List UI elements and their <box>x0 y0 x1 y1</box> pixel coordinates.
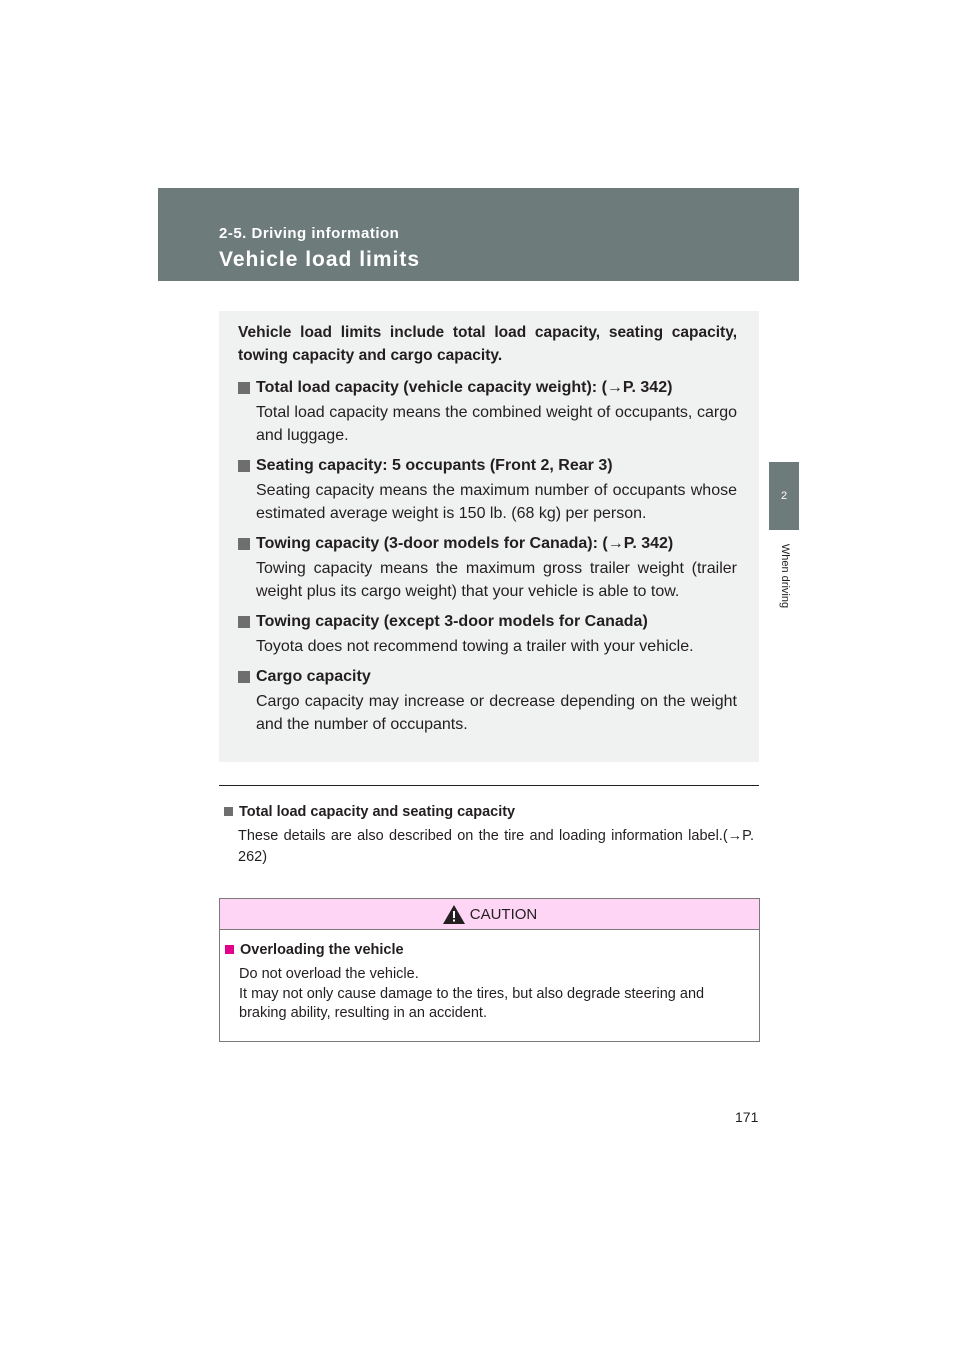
square-bullet-icon <box>238 460 250 472</box>
square-bullet-icon <box>238 616 250 628</box>
header-band <box>158 188 799 281</box>
page-number: 171 <box>735 1109 759 1125</box>
caution-item-heading: Overloading the vehicle <box>240 942 404 958</box>
caution-box <box>219 898 760 1042</box>
summary-item <box>238 611 737 658</box>
item-body: Towing capacity means the maximum gross trailer weight (trailer weight plus its cargo weight) that your vehicle is able to tow. <box>256 560 737 600</box>
note-section <box>224 802 754 868</box>
caution-header <box>220 899 759 930</box>
item-heading: Seating capacity: 5 occupants (Front 2, Rear 3) <box>256 457 613 474</box>
summary-item <box>238 533 737 603</box>
item-heading: Cargo capacity <box>256 668 371 685</box>
summary-item <box>238 666 737 736</box>
item-body: Cargo capacity may increase or decrease depending on the weight and the number of occupants. <box>256 693 737 733</box>
item-heading: Total load capacity (vehicle capacity weight): (→P. 342) <box>256 379 673 396</box>
square-bullet-icon <box>224 807 233 816</box>
caution-label: CAUTION <box>469 905 538 923</box>
summary-intro: Vehicle load limits include total load capacity, seating capacity, towing capacity and cargo capacity. <box>238 324 737 364</box>
item-body: Total load capacity means the combined weight of occupants, cargo and luggage. <box>256 404 737 444</box>
note-body: These details are also described on the tire and loading information label.(→P. 262) <box>238 828 754 865</box>
page-title: Vehicle load limits <box>219 248 421 271</box>
square-bullet-icon <box>238 671 250 683</box>
item-body: Seating capacity means the maximum number of occupants whose estimated average weight is 150 lb. (68 kg) per person. <box>256 482 737 522</box>
chapter-number: 2 <box>780 490 788 502</box>
caution-line: It may not only cause damage to the tires, but also degrade steering and braking ability, resulting in an accident. <box>239 985 705 1021</box>
note-heading: Total load capacity and seating capacity <box>239 804 516 820</box>
item-heading: Towing capacity (3-door models for Canada): (→P. 342) <box>256 535 674 552</box>
warning-triangle-icon <box>442 904 466 925</box>
chapter-label: When driving <box>779 543 791 609</box>
square-bullet-icon <box>225 945 234 954</box>
square-bullet-icon <box>238 538 250 550</box>
square-bullet-icon <box>238 382 250 394</box>
divider <box>219 785 759 786</box>
summary-item <box>238 377 737 447</box>
caution-item-body <box>225 965 754 1024</box>
summary-box <box>219 311 759 762</box>
section-label: 2-5. Driving information <box>219 225 400 242</box>
item-body: Toyota does not recommend towing a trailer with your vehicle. <box>256 638 694 655</box>
item-heading: Towing capacity (except 3-door models for Canada) <box>256 613 648 630</box>
caution-content <box>220 930 759 1024</box>
chapter-tab <box>769 462 799 530</box>
summary-item <box>238 455 737 525</box>
caution-line: Do not overload the vehicle. <box>239 966 419 982</box>
